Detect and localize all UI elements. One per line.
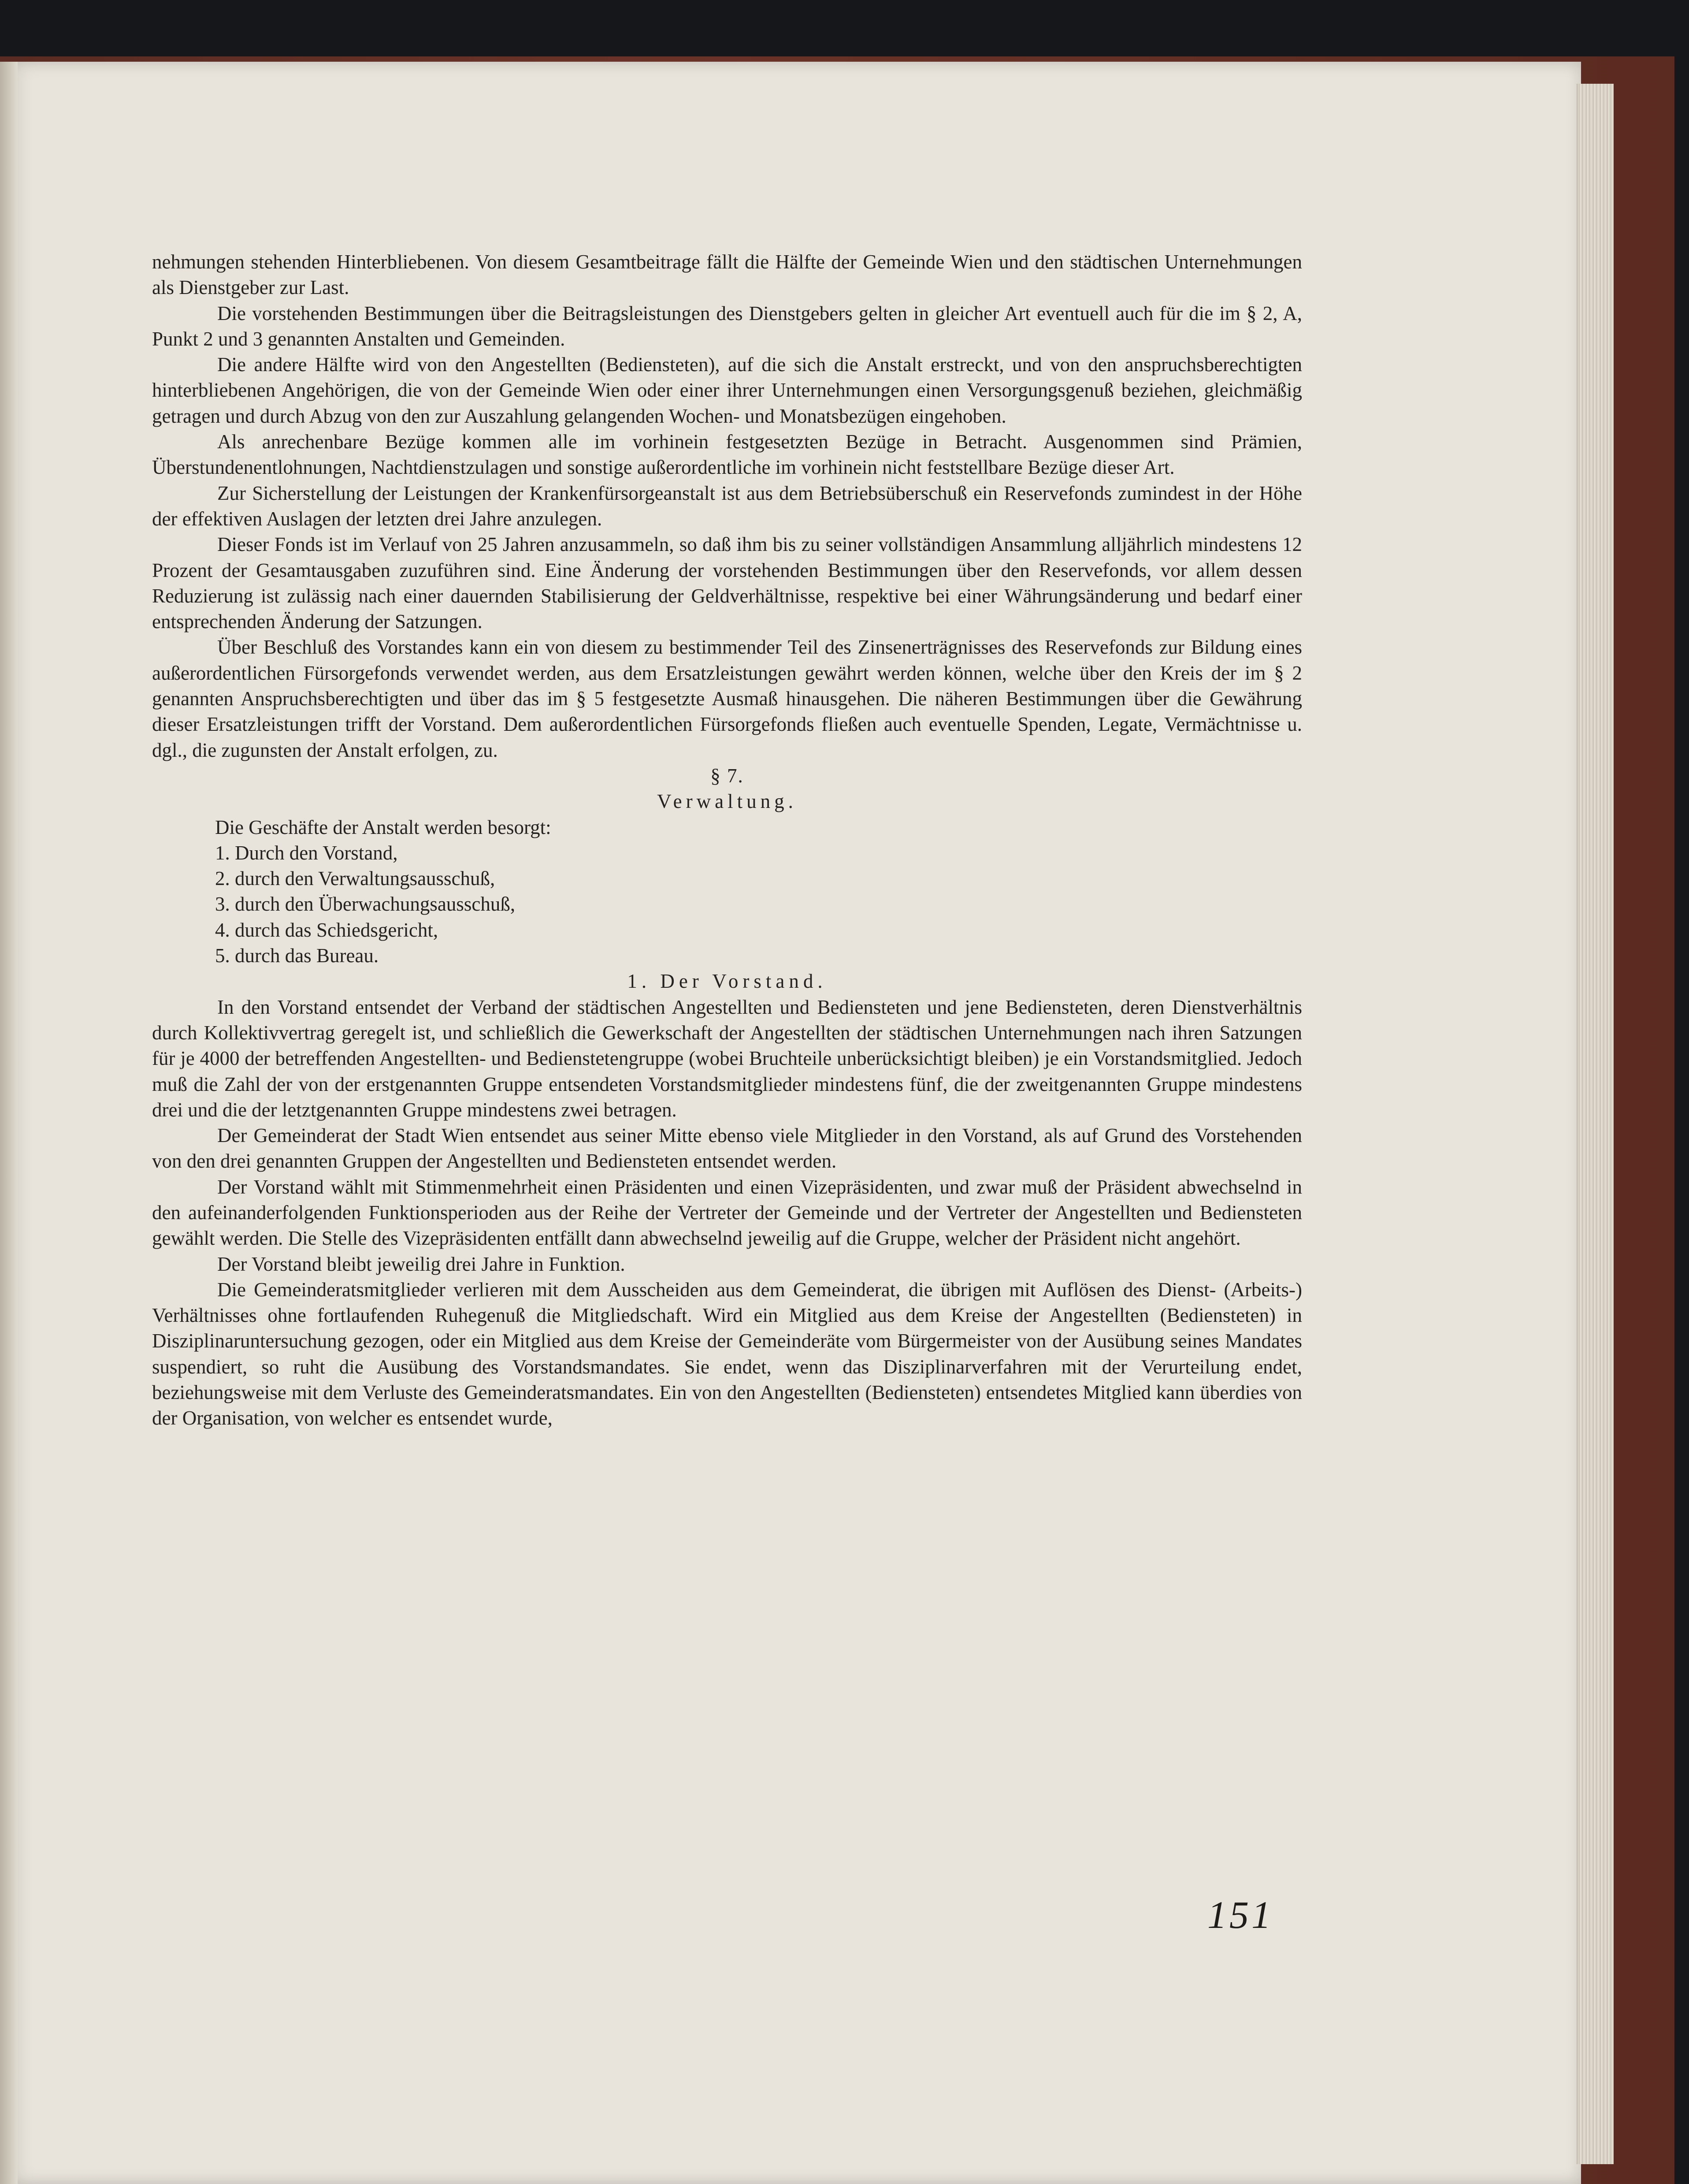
section-title: Verwaltung. — [657, 790, 797, 813]
paragraph: Der Gemeinderat der Stadt Wien entsendet aus seiner Mitte ebenso viele Mitglieder in den Vorstand, als auf Grund des Vorstehenden von den drei genannten Gruppen der Angestellten und Bediensteten entsendet werden. — [152, 1124, 1302, 1172]
paragraph: Der Vorstand bleibt jeweilig drei Jahre in Funktion. — [217, 1253, 625, 1275]
administration-list — [152, 840, 1302, 968]
paragraph: Dieser Fonds ist im Verlauf von 25 Jahren anzusammeln, so daß ihm bis zu seiner vollständigen Ansammlung alljährlich mindestens 12 Prozent der Gesamtausgaben zuzuführen sind. Eine Änderung der vorstehenden Bestimmungen über den Reservefonds, vor allem dessen Reduzierung ist zulässig nach einer dauernden Stabilisierung der Geldverhältnisse, respektive bei einer Währungsänderung und bedarf einer entsprechenden Änderung der Satzungen. — [152, 533, 1302, 633]
list-item: 4. durch das Schiedsgericht, — [215, 919, 438, 941]
subsection-title: 1. Der Vorstand. — [627, 970, 827, 993]
top-paragraphs — [152, 249, 1302, 763]
list-intro: Die Geschäfte der Anstalt werden besorgt: — [215, 816, 551, 838]
page-number: 151 — [1207, 1894, 1273, 1937]
list-item: 3. durch den Überwachungsausschuß, — [215, 893, 516, 915]
list-item: 5. durch das Bureau. — [215, 945, 379, 967]
paragraph: Als anrechenbare Bezüge kommen alle im vorhinein festgesetzten Bezüge in Betracht. Ausgenommen sind Prämien, Überstundenentlohnungen, Nachtdienstzulagen und sonstige außerordentliche im vorhinein nicht feststellbare Bezüge dieser Art. — [152, 431, 1302, 479]
paragraph: Die vorstehenden Bestimmungen über die Beitragsleistungen des Dienstgebers gelten in gleicher Art eventuell auch für die im § 2, A, Punkt 2 und 3 genannten Anstalten und Gemeinden. — [152, 302, 1302, 350]
page-edges — [1577, 84, 1614, 2164]
list-item: 2. durch den Verwaltungsausschuß, — [215, 867, 495, 890]
paragraph: Der Vorstand wählt mit Stimmenmehrheit einen Präsidenten und einen Vizepräsidenten, und zwar muß der Präsident abwechselnd in den aufeinanderfolgenden Funktionsperioden aus der Reihe der Vertreter der Gemeinde und der Vertreter der Angestellten und Bediensteten gewählt werden. Die Stelle des Vizepräsidenten entfällt dann abwechselnd jeweilig auf die Gruppe, welcher der Präsident nicht angehört. — [152, 1176, 1302, 1250]
paragraph: nehmungen stehenden Hinterbliebenen. Von diesem Gesamtbeitrage fällt die Hälfte der Gemeinde Wien und den städtischen Unternehmungen als Dienstgeber zur Last. — [152, 251, 1302, 299]
body-text — [152, 249, 1302, 1431]
list-item: 1. Durch den Vorstand, — [215, 841, 398, 864]
section-symbol: § 7. — [710, 764, 744, 787]
paragraph: In den Vorstand entsendet der Verband der städtischen Angestellten und Bediensteten und jene Bediensteten, deren Dienstverhältnis durch Kollektivvertrag geregelt ist, und schließlich die Gewerkschaft der Angestellten der städtischen Unternehmungen nach ihren Satzungen für je 4000 der betreffenden Angestellten- und Bedienstetengruppe (wobei Bruchteile unberücksichtigt bleiben) je ein Vorstandsmitglied. Jedoch muß die Zahl der von der erstgenannten Gruppe entsendeten Vorstandsmitglieder mindestens fünf, die der zweitgenannten Gruppe mindestens drei und die der letztgenannten Gruppe mindestens zwei betragen. — [152, 996, 1302, 1121]
page-gutter — [0, 62, 18, 2184]
paragraph: Zur Sicherstellung der Leistungen der Krankenfürsorgeanstalt ist aus dem Betriebsüberschuß ein Reservefonds zumindest in der Höhe der effektiven Auslagen der letzten drei Jahre anzulegen. — [152, 482, 1302, 530]
paragraph: Die andere Hälfte wird von den Angestellten (Bediensteten), auf die sich die Anstalt erstreckt, und von den anspruchsberechtigten hinterbliebenen Angehörigen, die von der Gemeinde Wien oder einer ihrer Unternehmungen einen Versorgungsgenuß beziehen, gleichmäßig getragen und durch Abzug von den zur Auszahlung gelangenden Wochen- und Monatsbezügen eingehoben. — [152, 353, 1302, 427]
paragraph: Die Gemeinderatsmitglieder verlieren mit dem Ausscheiden aus dem Gemeinderat, die übrigen mit Auflösen des Dienst- (Arbeits-) Verhältnisses ohne fortlaufenden Ruhegenuß die Mitgliedschaft. Wird ein Mitglied aus dem Kreise der Angestellten (Bediensteten) in Disziplinaruntersuchung gezogen, oder ein Mitglied aus dem Kreise der Gemeinderäte vom Bürgermeister von der Ausübung seines Mandates suspendiert, so ruht die Ausübung des Vorstandsmandates. Sie endet, wenn das Disziplinarverfahren mit der Verurteilung endet, beziehungsweise mit dem Verluste des Gemeinderatsmandates. Ein von den Angestellten (Bediensteten) entsendetes Mitglied kann überdies von der Organisation, von welcher es entsendet wurde, — [152, 1278, 1302, 1429]
paragraph: Über Beschluß des Vorstandes kann ein von diesem zu bestimmender Teil des Zinsenerträgnisses des Reservefonds zur Bildung eines außerordentlichen Fürsorgefonds verwendet werden, aus dem Ersatzleistungen gewährt werden können, welche über den Kreis der im § 2 genannten Anspruchsberechtigten und über das im § 5 festgesetzte Ausmaß hinausgehen. Die näheren Bestimmungen über die Gewährung dieser Ersatzleistungen trifft der Vorstand. Dem außerordentlichen Fürsorgefonds fließen auch eventuelle Spenden, Legate, Vermächtnisse u. dgl., die zugunsten der Anstalt erfolgen, zu. — [152, 636, 1302, 761]
bottom-paragraphs — [152, 994, 1302, 1431]
